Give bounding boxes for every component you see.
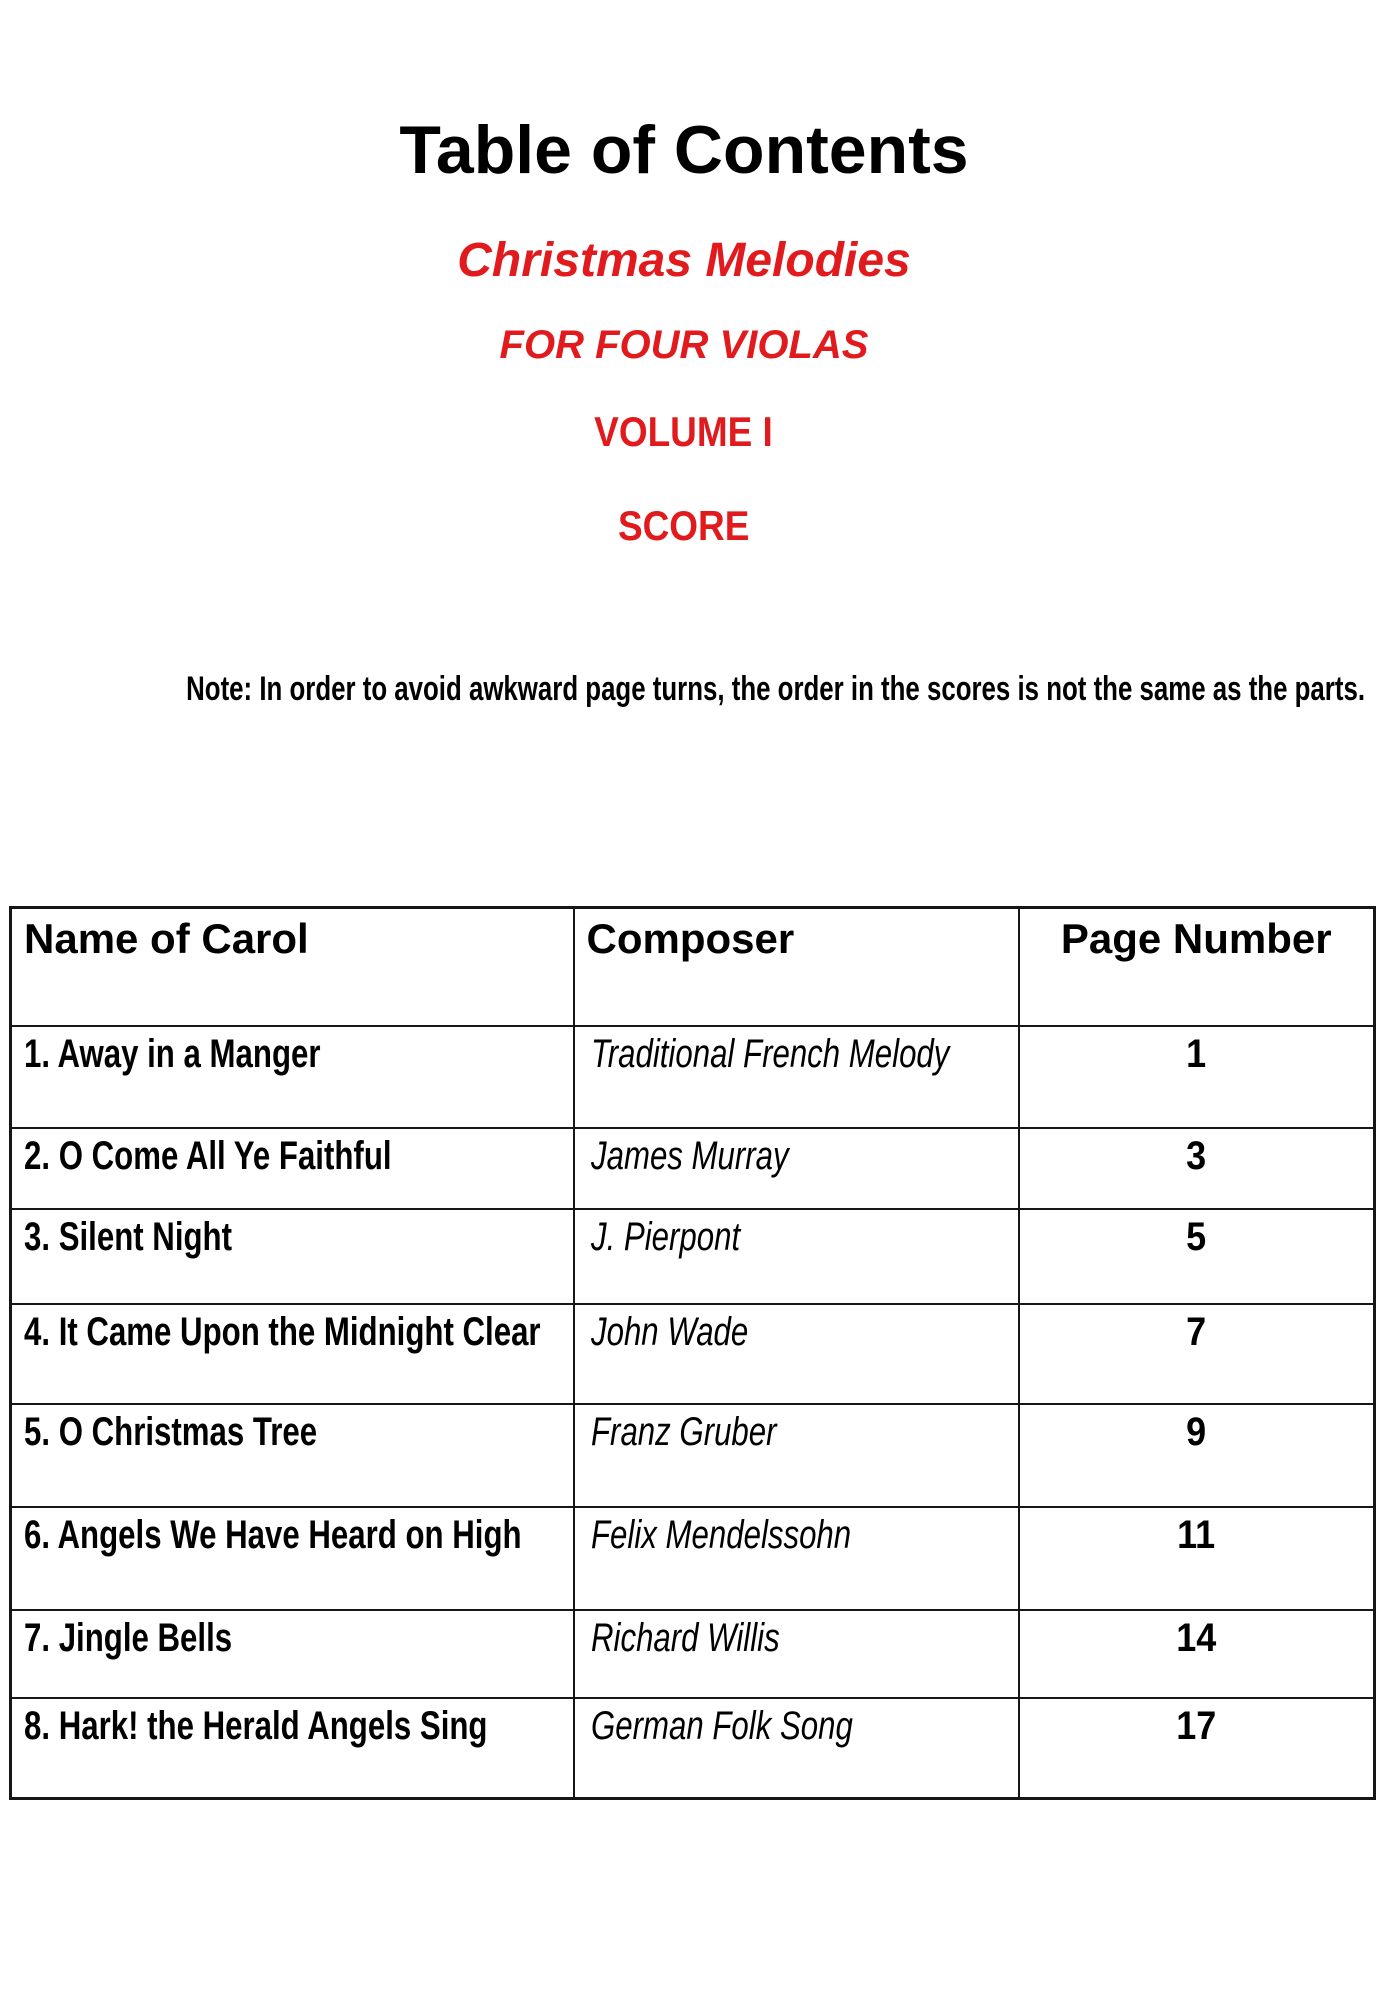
- col-header-name-of-carol: Name of Carol: [11, 908, 574, 1026]
- note-text: [0, 672, 1368, 706]
- carol-name-cell: [11, 1209, 574, 1304]
- note-text-inner: Note: In order to avoid awkward page turns, the order in the scores is not the same as the parts.: [186, 670, 1366, 708]
- composer-cell: [574, 1610, 1019, 1698]
- carol-name: 3. Silent Night: [24, 1214, 233, 1259]
- page-number-cell: [1019, 1507, 1375, 1610]
- composer-name: Franz Gruber: [590, 1409, 777, 1454]
- carol-name: 5. O Christmas Tree: [24, 1409, 318, 1454]
- composer-cell: [574, 1404, 1019, 1507]
- toc-header-row: [11, 908, 1375, 1026]
- subtitle-score: [0, 502, 1368, 549]
- page-number-cell: [1019, 1209, 1375, 1304]
- page-number: 9: [1186, 1409, 1207, 1454]
- subtitle-christmas-melodies: Christmas Melodies: [457, 234, 911, 287]
- page-number-cell: [1019, 1404, 1375, 1507]
- page-number-cell: [1019, 1698, 1375, 1799]
- page-number: 5: [1186, 1214, 1207, 1259]
- table-row: [11, 1507, 1375, 1610]
- page-number-cell: [1019, 1026, 1375, 1128]
- page-title: Table of Contents: [399, 112, 969, 188]
- page-number-cell: [1019, 1304, 1375, 1404]
- page-number: 11: [1177, 1512, 1216, 1557]
- carol-name: 7. Jingle Bells: [24, 1615, 233, 1660]
- carol-name-cell: [11, 1507, 574, 1610]
- table-row: [11, 1698, 1375, 1799]
- carol-name: 6. Angels We Have Heard on High: [24, 1512, 522, 1557]
- composer-name: German Folk Song: [590, 1703, 853, 1748]
- toc-table: [9, 906, 1376, 1800]
- page-number: 3: [1186, 1133, 1207, 1178]
- composer-cell: [574, 1209, 1019, 1304]
- composer-name: Traditional French Melody: [590, 1031, 949, 1076]
- composer-name: Richard Willis: [590, 1615, 780, 1660]
- carol-name: 8. Hark! the Herald Angels Sing: [24, 1703, 488, 1748]
- composer-cell: [574, 1304, 1019, 1404]
- col-header-page-number: Page Number: [1019, 908, 1375, 1026]
- table-row: [11, 1304, 1375, 1404]
- composer-cell: [574, 1698, 1019, 1799]
- table-row: [11, 1610, 1375, 1698]
- subtitle-score-text: SCORE: [618, 502, 750, 549]
- page-number-cell: [1019, 1128, 1375, 1209]
- composer-name: John Wade: [590, 1309, 748, 1354]
- table-row: [11, 1404, 1375, 1507]
- composer-cell: [574, 1507, 1019, 1610]
- carol-name: 2. O Come All Ye Faithful: [24, 1133, 392, 1178]
- subtitle-for-four-violas: FOR FOUR VIOLAS: [499, 323, 869, 367]
- composer-cell: [574, 1128, 1019, 1209]
- subtitle-volume-text: VOLUME I: [594, 408, 774, 455]
- table-row: [11, 1209, 1375, 1304]
- carol-name-cell: [11, 1404, 574, 1507]
- page-number: 1: [1186, 1031, 1207, 1076]
- table-row: [11, 1128, 1375, 1209]
- page-number: 14: [1176, 1615, 1217, 1660]
- composer-name: J. Pierpont: [590, 1214, 740, 1259]
- toc-table-container: [9, 906, 1376, 1800]
- carol-name-cell: [11, 1128, 574, 1209]
- subtitle-volume: [0, 408, 1368, 455]
- carol-name: 1. Away in a Manger: [24, 1031, 321, 1076]
- carol-name-cell: [11, 1698, 574, 1799]
- col-header-composer: Composer: [574, 908, 1019, 1026]
- carol-name-cell: [11, 1304, 574, 1404]
- carol-name-cell: [11, 1026, 574, 1128]
- carol-name-cell: [11, 1610, 574, 1698]
- composer-name: James Murray: [590, 1133, 789, 1178]
- table-row: [11, 1026, 1375, 1128]
- page-number: 17: [1176, 1703, 1217, 1748]
- composer-cell: [574, 1026, 1019, 1128]
- page-number: 7: [1186, 1309, 1207, 1354]
- composer-name: Felix Mendelssohn: [590, 1512, 851, 1557]
- carol-name: 4. It Came Upon the Midnight Clear: [24, 1309, 541, 1354]
- page-number-cell: [1019, 1610, 1375, 1698]
